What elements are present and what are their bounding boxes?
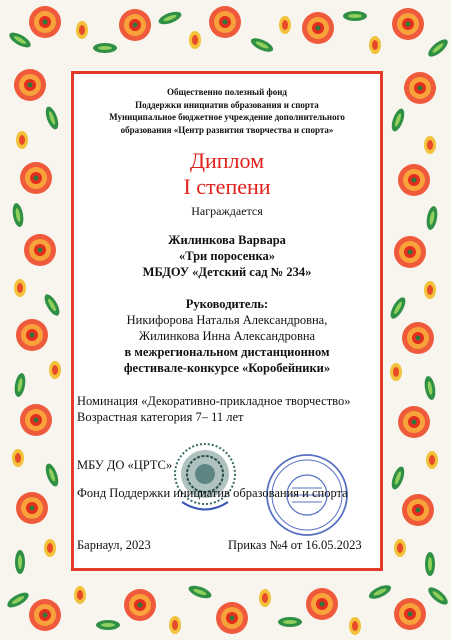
supervisor-name: Жилинкова Инна Александровна — [138, 329, 316, 343]
event-line: фестивале-конкурсе «Коробейники» — [123, 361, 331, 375]
diploma-title — [71, 148, 383, 200]
title-line: I степени — [183, 174, 271, 199]
awarded-label: Награждается — [191, 204, 263, 218]
border-ornament-left — [11, 69, 62, 574]
age-category: Возрастная категория 7– 11 лет — [77, 410, 244, 424]
supervisor-name: Никифорова Наталья Александровна, — [126, 313, 328, 327]
event-line: в межрегиональном дистанционном — [124, 345, 330, 359]
org-line: Общественно полезный фонд — [167, 87, 287, 97]
signer-org-1: МБУ ДО «ЦРТС» — [77, 458, 173, 472]
work-title: «Три поросенка» — [178, 249, 275, 263]
signature-seal — [170, 432, 240, 522]
signer-org-2: Фонд Поддержки инициатив образования и спорта — [77, 486, 348, 500]
title-line: Диплом — [189, 148, 265, 173]
border-ornament-bottom — [5, 582, 450, 635]
participant-name: Жилинкова Варвара — [168, 233, 286, 247]
nomination: Номинация «Декоративно-прикладное творчество» — [77, 394, 351, 408]
organization-header — [71, 86, 383, 136]
supervisor-heading: Руководитель: — [185, 297, 269, 311]
institution-name: МБДОУ «Детский сад № 234» — [142, 265, 312, 279]
org-line: Поддержки инициатив образования и спорта — [135, 99, 319, 110]
city-year: Барнаул, 2023 — [77, 538, 151, 552]
org-line: образования «Центр развития творчества и спорта» — [120, 124, 334, 135]
border-ornament-top — [7, 6, 450, 60]
border-ornament-right — [388, 72, 439, 576]
org-line: Муниципальное бюджетное учреждение дополнительного — [109, 112, 345, 122]
order-number: Приказ №4 от 16.05.2023 — [228, 538, 362, 552]
